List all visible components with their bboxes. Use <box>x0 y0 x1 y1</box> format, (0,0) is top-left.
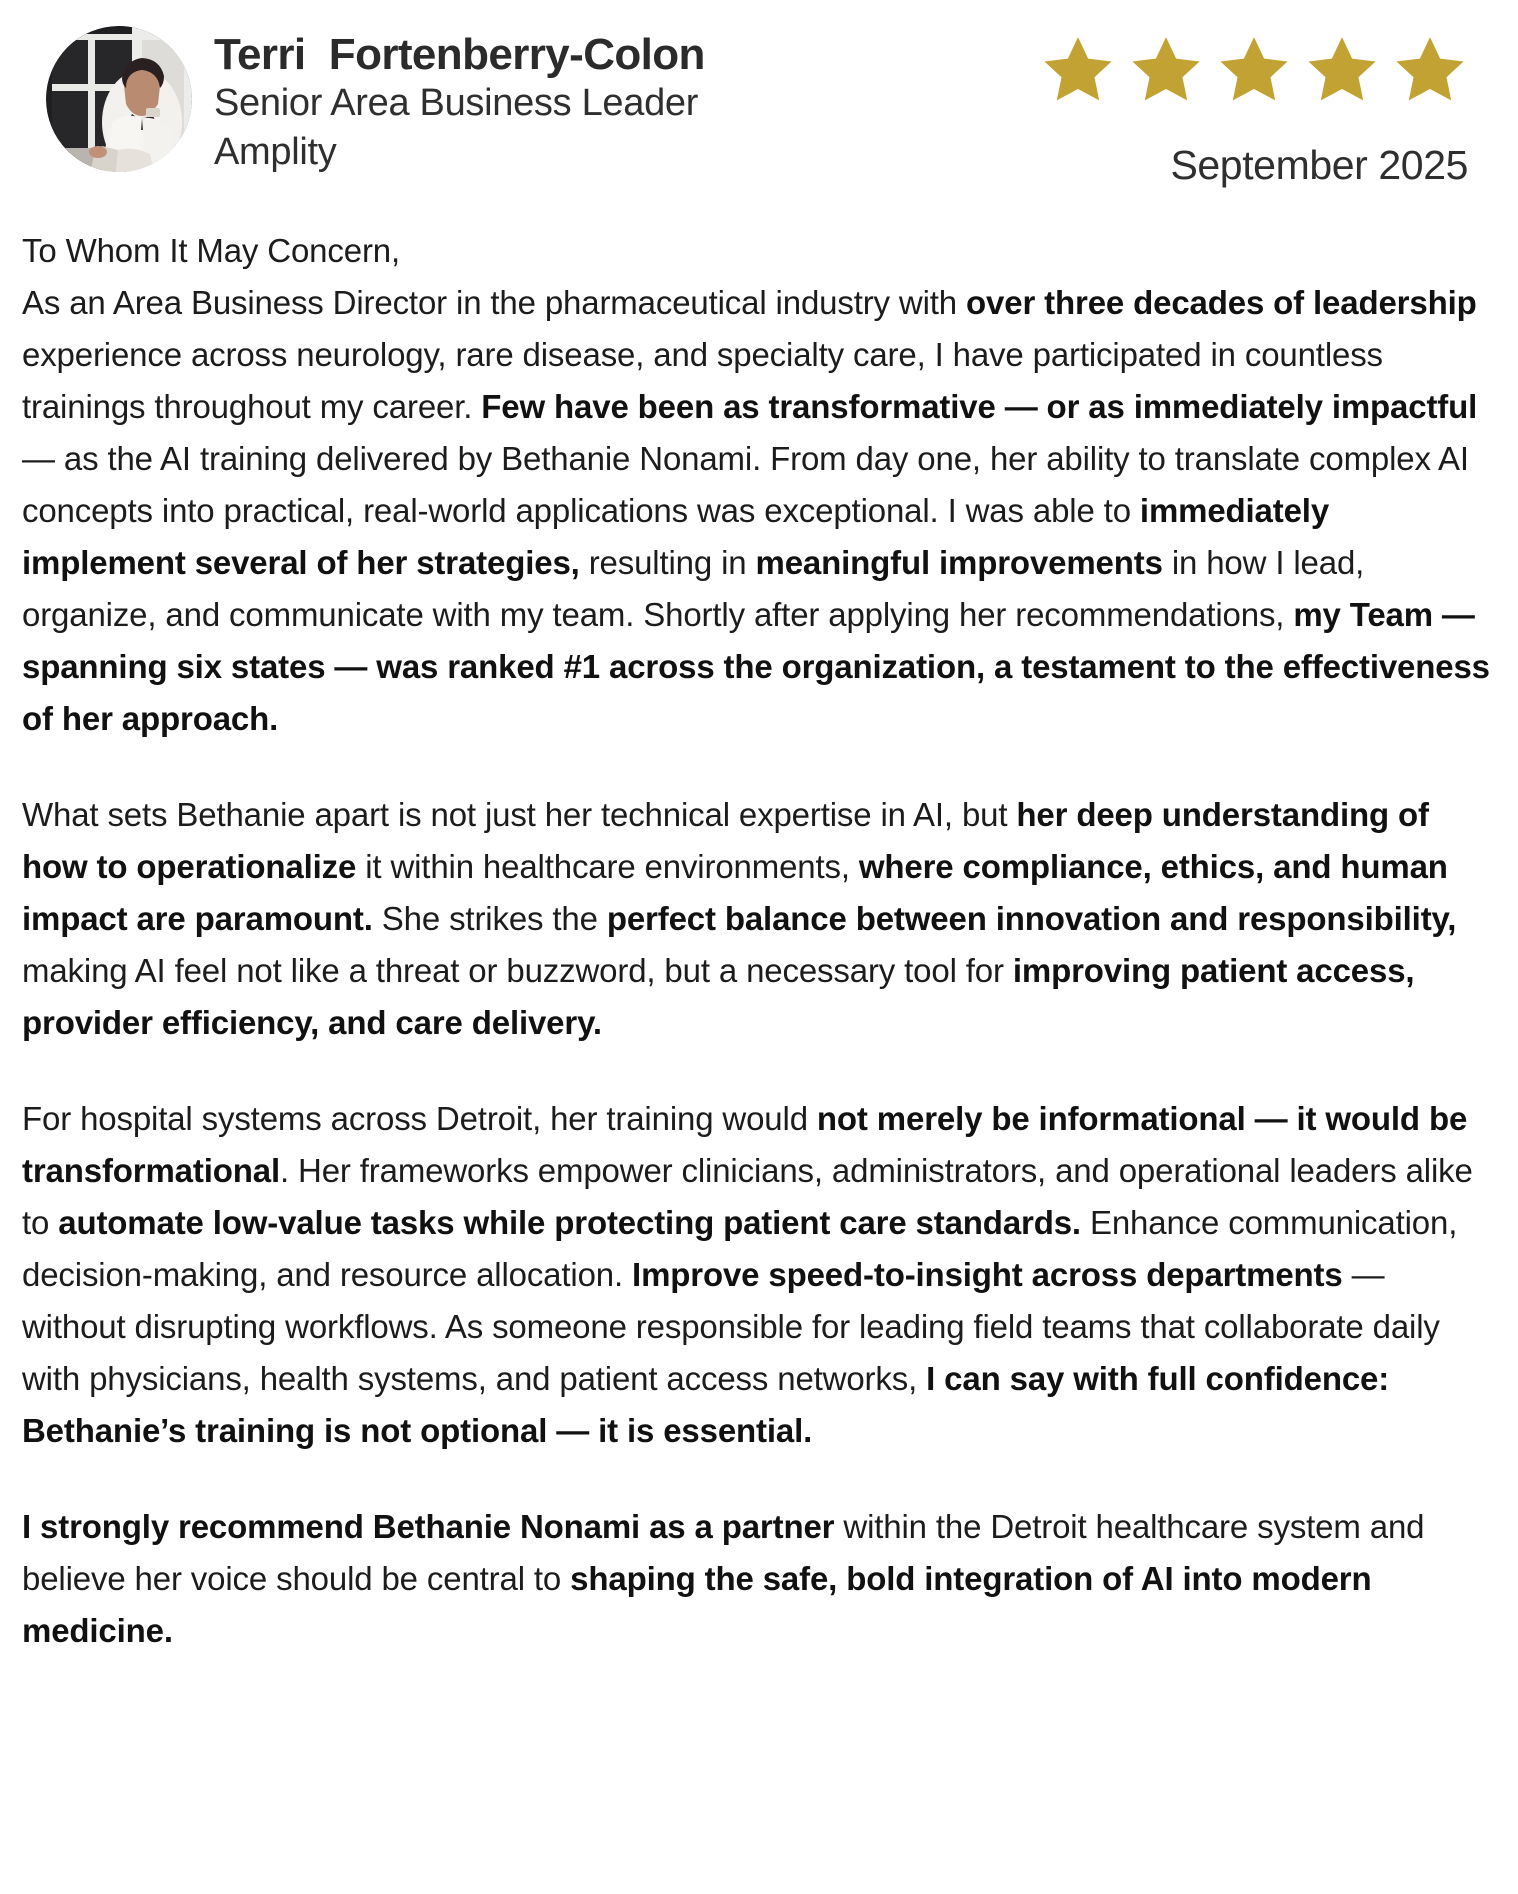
review-meta <box>1040 26 1496 189</box>
paragraph-2 <box>22 789 1494 1049</box>
emphasis-text: Few have been as transformative — or as immediately impactful <box>481 388 1478 425</box>
avatar-photo-icon <box>46 26 192 172</box>
body-text: in how I lead, organize, and communicate with my team. Shortly after applying her recommendations, <box>22 544 1365 633</box>
reviewer-company: Amplity <box>214 130 337 173</box>
body-text: — without disrupting workflows. As someone responsible for leading field teams that collaborate daily with physicians, health systems, and patient access networks, <box>22 1256 1440 1397</box>
paragraph-3 <box>22 1093 1494 1457</box>
body-text: She strikes the <box>372 900 607 937</box>
reviewer-name: Terri Fortenberry-Colon <box>214 30 705 79</box>
emphasis-text: her deep understanding of how to operationalize <box>22 796 1429 885</box>
emphasis-text: perfect balance between innovation and responsibility, <box>606 900 1457 937</box>
emphasis-text: I strongly recommend Bethanie Nonami as a partner <box>22 1508 835 1545</box>
star-icon <box>1392 32 1468 108</box>
salutation: To Whom It May Concern, <box>22 232 400 269</box>
star-icon <box>1040 32 1116 108</box>
reviewer-text-block <box>214 26 705 177</box>
body-text: For hospital systems across Detroit, her training would <box>22 1100 817 1137</box>
emphasis-text: my Team — spanning six states — was ranked #1 across the organization, a testament to the effectiveness of her approach. <box>22 596 1490 737</box>
body-text: experience across neurology, rare disease, and specialty care, I have participated in countless trainings throughout my career. <box>22 336 1383 425</box>
emphasis-text: shaping the safe, bold integration of AI into modern medicine. <box>22 1560 1372 1649</box>
body-text: it within healthcare environments, <box>356 848 859 885</box>
emphasis-text: Improve speed-to-insight across departments <box>632 1256 1343 1293</box>
paragraph-1 <box>22 277 1494 745</box>
reviewer-identity <box>46 26 705 177</box>
star-icon <box>1128 32 1204 108</box>
body-text: — as the AI training delivered by Bethanie Nonami. From day one, her ability to translate complex AI concepts into practical, real-world applications was exceptional. I was able to <box>22 440 1469 529</box>
testimonial-header <box>0 0 1518 189</box>
body-text: As an Area Business Director in the pharmaceutical industry with <box>22 284 967 321</box>
body-text: resulting in <box>579 544 756 581</box>
body-text: What sets Bethanie apart is not just her technical expertise in AI, but <box>22 796 1017 833</box>
emphasis-text: automate low-value tasks while protecting patient care standards. <box>58 1204 1081 1241</box>
rating-stars <box>1040 32 1468 108</box>
letter-body <box>0 189 1518 1657</box>
body-text: making AI feel not like a threat or buzzword, but a necessary tool for <box>22 952 1013 989</box>
emphasis-text: I can say with full confidence: Bethanie’s training is not optional — it is essential. <box>22 1360 1390 1449</box>
review-date: September 2025 <box>1170 142 1468 188</box>
emphasis-text: not merely be informational — it would be transformational <box>22 1100 1468 1189</box>
emphasis-text: where compliance, ethics, and human impact are paramount. <box>22 848 1448 937</box>
star-icon <box>1216 32 1292 108</box>
emphasis-text: over three decades of leadership <box>966 284 1477 321</box>
body-text: . Her frameworks empower clinicians, administrators, and operational leaders alike to <box>22 1152 1473 1241</box>
emphasis-text: improving patient access, provider efficiency, and care delivery. <box>22 952 1415 1041</box>
body-text: Enhance communication, decision-making, and resource allocation. <box>22 1204 1458 1293</box>
avatar <box>46 26 192 172</box>
reviewer-role: Senior Area Business Leader <box>214 82 699 125</box>
star-icon <box>1304 32 1380 108</box>
letter-paragraphs <box>22 277 1494 1657</box>
emphasis-text: immediately implement several of her strategies, <box>22 492 1330 581</box>
emphasis-text: meaningful improvements <box>755 544 1163 581</box>
paragraph-4 <box>22 1501 1494 1657</box>
body-text: within the Detroit healthcare system and believe her voice should be central to <box>22 1508 1425 1597</box>
